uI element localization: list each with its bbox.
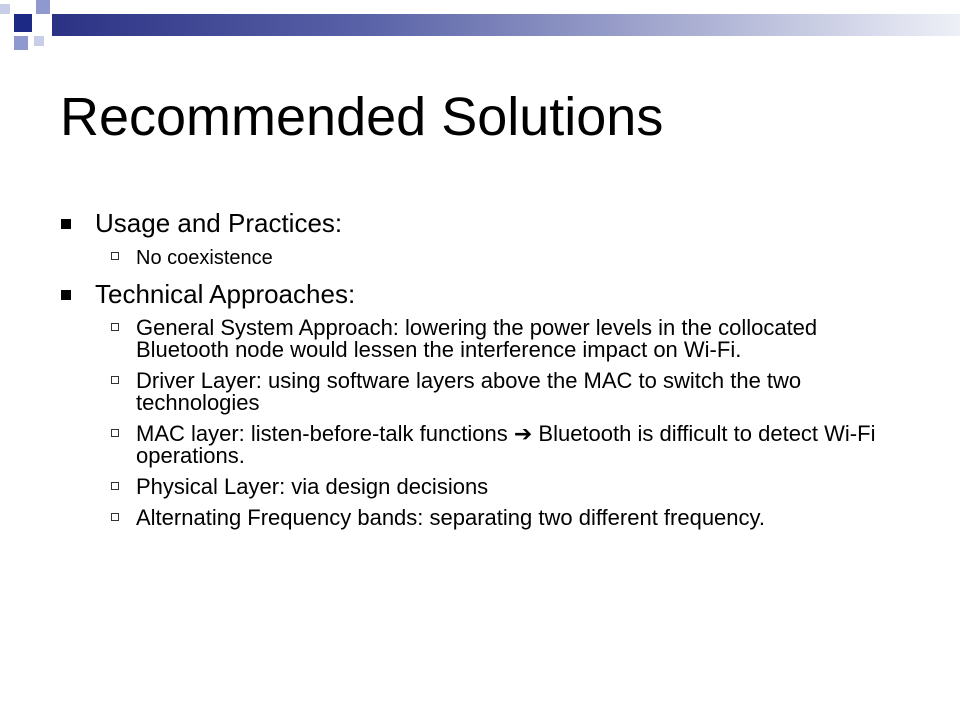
hollow-square-bullet-icon — [111, 376, 119, 384]
list-item-text: Driver Layer: using software layers above the MAC to switch the two technologies — [136, 368, 802, 415]
hollow-square-bullet-icon — [111, 482, 119, 490]
header-decoration — [0, 0, 960, 64]
list-item — [60, 317, 916, 361]
decor-square-blue — [14, 36, 28, 50]
hollow-square-bullet-icon — [111, 323, 119, 331]
decor-square-light — [0, 4, 10, 14]
list-item — [60, 507, 916, 529]
section-heading-text: Usage and Practices: — [95, 208, 343, 238]
slide-body — [60, 208, 920, 539]
sub-list — [60, 246, 920, 269]
section-heading — [60, 208, 920, 238]
list-item-text: No coexistence — [136, 247, 273, 269]
list-item — [60, 246, 916, 269]
list-item-text: Physical Layer: via design decisions — [136, 474, 489, 499]
section-heading — [60, 279, 920, 309]
decor-square-light — [34, 36, 44, 46]
list-item — [60, 476, 916, 498]
right-arrow-icon: ➔ — [513, 421, 533, 446]
hollow-square-bullet-icon — [111, 252, 119, 260]
square-bullet-icon — [61, 219, 71, 229]
list-item-text: Alternating Frequency bands: separating two different frequency. — [136, 505, 766, 530]
list-item — [60, 370, 916, 414]
decor-square-blue — [36, 0, 50, 14]
slide-title: Recommended Solutions — [60, 87, 664, 147]
list-item-text: MAC layer: listen-before-talk functions — [136, 421, 508, 446]
decor-square-navy — [14, 14, 32, 32]
list-item-text-continued: Bluetooth is difficult to detect Wi-Fi operations. — [136, 421, 876, 468]
square-bullet-icon — [61, 290, 71, 300]
list-item — [60, 423, 916, 467]
hollow-square-bullet-icon — [111, 513, 119, 521]
hollow-square-bullet-icon — [111, 429, 119, 437]
sub-list — [60, 317, 920, 529]
header-gradient-bar — [52, 14, 960, 36]
section-heading-text: Technical Approaches: — [95, 279, 356, 309]
list-item-text: General System Approach: lowering the power levels in the collocated Bluetooth node would lessen the interference impact on Wi-Fi. — [136, 315, 818, 362]
